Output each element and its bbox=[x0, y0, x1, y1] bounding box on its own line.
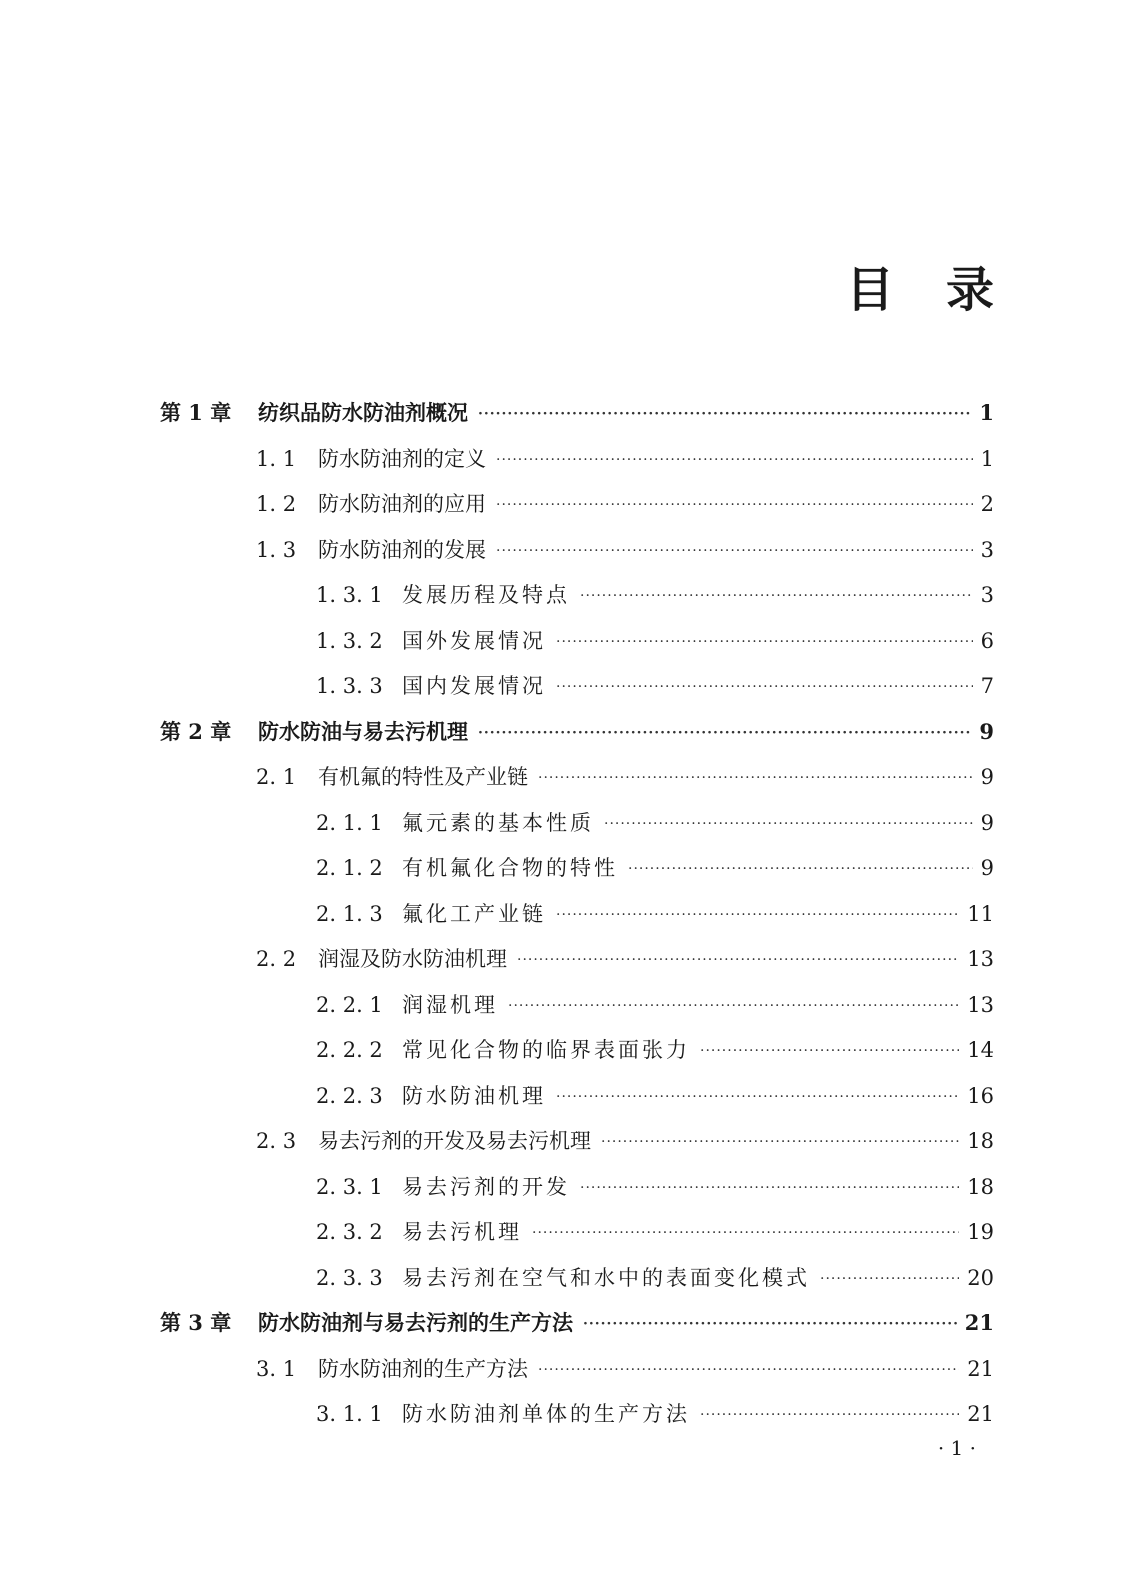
toc-entry[interactable] bbox=[160, 852, 994, 898]
title-char-1: 目 bbox=[845, 262, 894, 318]
toc-entry-title: 润湿及防水防油机理 bbox=[318, 947, 507, 971]
toc-entry-page: 1 bbox=[979, 400, 994, 425]
toc-entry-page: 21 bbox=[964, 1310, 994, 1335]
toc-dot-leader bbox=[508, 998, 959, 1014]
toc-dot-leader bbox=[556, 679, 973, 695]
toc-entry-page: 9 bbox=[979, 718, 994, 744]
toc-entry-title: 防水防油剂与易去污剂的生产方法 bbox=[258, 1310, 573, 1335]
toc-entry-title: 润湿机理 bbox=[402, 992, 498, 1017]
toc-entry[interactable] bbox=[160, 1171, 994, 1217]
toc-entry-title: 常见化合物的临界表面张力 bbox=[402, 1038, 690, 1062]
toc-entry-title: 有机氟的特性及产业链 bbox=[318, 765, 528, 789]
toc-entry-title: 防水防油剂的定义 bbox=[318, 446, 486, 471]
toc-entry-page: 18 bbox=[967, 1129, 994, 1153]
toc-entry-number: 第 1 章 bbox=[160, 400, 232, 425]
toc-entry-number: 1. 1 bbox=[256, 446, 297, 471]
toc-entry[interactable] bbox=[160, 1307, 994, 1353]
toc-entry-title: 发展历程及特点 bbox=[402, 583, 570, 607]
toc-entry-title: 氟元素的基本性质 bbox=[402, 810, 594, 835]
toc-entry-page: 3 bbox=[980, 537, 994, 562]
toc-entry-title: 防水防油剂的生产方法 bbox=[318, 1356, 528, 1381]
toc-entry-page: 1 bbox=[980, 446, 994, 471]
toc-entry-page: 21 bbox=[967, 1402, 994, 1426]
toc-dot-leader bbox=[601, 1134, 959, 1150]
toc-entry-page: 20 bbox=[967, 1265, 994, 1290]
toc-entry[interactable] bbox=[160, 716, 994, 762]
toc-entry[interactable] bbox=[160, 534, 994, 580]
toc-entry-number: 2. 3. 2 bbox=[316, 1220, 383, 1244]
toc-entry-number: 2. 1. 3 bbox=[316, 901, 383, 926]
toc-entry-page: 13 bbox=[967, 992, 994, 1017]
toc-dot-leader bbox=[478, 406, 971, 422]
toc-dot-leader bbox=[496, 452, 973, 468]
toc-entry-number: 1. 3. 3 bbox=[316, 674, 383, 698]
toc-entry-title: 防水防油剂单体的生产方法 bbox=[402, 1402, 690, 1426]
toc-dot-leader bbox=[496, 543, 973, 559]
toc-dot-leader bbox=[700, 1407, 959, 1423]
toc-entry-page: 7 bbox=[980, 674, 994, 698]
toc-entry[interactable] bbox=[160, 579, 994, 625]
toc-entry-page: 18 bbox=[967, 1174, 994, 1199]
toc-dot-leader bbox=[532, 1225, 959, 1241]
toc-entry-page: 13 bbox=[967, 947, 994, 971]
toc-entry[interactable] bbox=[160, 1034, 994, 1080]
toc-entry-number: 2. 1. 2 bbox=[316, 856, 383, 880]
toc-dot-leader bbox=[580, 1180, 959, 1196]
toc-entry-number: 2. 2. 1 bbox=[316, 992, 383, 1017]
toc-entry-page: 3 bbox=[980, 583, 994, 607]
table-of-contents bbox=[160, 397, 994, 1444]
toc-entry[interactable] bbox=[160, 397, 994, 443]
toc-entry-page: 9 bbox=[980, 856, 994, 880]
toc-dot-leader bbox=[583, 1316, 957, 1332]
toc-entry-title: 氟化工产业链 bbox=[402, 901, 546, 926]
toc-entry-number: 2. 3 bbox=[256, 1129, 297, 1153]
toc-entry[interactable] bbox=[160, 1125, 994, 1171]
toc-entry[interactable] bbox=[160, 1080, 994, 1126]
toc-entry[interactable] bbox=[160, 1398, 994, 1444]
toc-entry-number: 2. 1 bbox=[256, 765, 297, 789]
toc-entry-page: 9 bbox=[980, 765, 994, 789]
page-number: · 1 · bbox=[937, 1436, 976, 1460]
toc-entry-number: 3. 1 bbox=[256, 1356, 297, 1381]
toc-entry-title: 防水防油剂的发展 bbox=[318, 537, 486, 562]
toc-dot-leader bbox=[628, 861, 973, 877]
toc-dot-leader bbox=[556, 634, 973, 650]
toc-entry-title: 易去污机理 bbox=[402, 1220, 522, 1244]
toc-entry-number: 1. 3. 2 bbox=[316, 628, 383, 653]
toc-entry[interactable] bbox=[160, 625, 994, 671]
toc-entry[interactable] bbox=[160, 1216, 994, 1262]
toc-dot-leader bbox=[604, 816, 973, 832]
toc-entry-page: 11 bbox=[967, 901, 994, 926]
toc-dot-leader bbox=[700, 1043, 959, 1059]
toc-entry[interactable] bbox=[160, 1262, 994, 1308]
toc-entry-title: 防水防油与易去污机理 bbox=[258, 718, 468, 744]
toc-entry-number: 2. 3. 3 bbox=[316, 1265, 383, 1290]
toc-dot-leader bbox=[556, 907, 959, 923]
toc-entry-title: 有机氟化合物的特性 bbox=[402, 856, 618, 880]
toc-dot-leader bbox=[538, 1362, 959, 1378]
toc-entry-number: 2. 2. 3 bbox=[316, 1083, 383, 1108]
toc-entry-title: 防水防油机理 bbox=[402, 1083, 546, 1108]
toc-entry-number: 1. 3. 1 bbox=[316, 583, 383, 607]
toc-entry-number: 2. 1. 1 bbox=[316, 810, 383, 835]
toc-entry-title: 纺织品防水防油剂概况 bbox=[258, 400, 468, 425]
toc-entry-title: 国内发展情况 bbox=[402, 674, 546, 698]
toc-entry-title: 易去污剂的开发 bbox=[402, 1174, 570, 1199]
toc-entry-title: 防水防油剂的应用 bbox=[318, 492, 486, 516]
toc-dot-leader bbox=[580, 588, 973, 604]
toc-entry-title: 国外发展情况 bbox=[402, 628, 546, 653]
toc-entry-number: 3. 1. 1 bbox=[316, 1402, 383, 1426]
toc-dot-leader bbox=[517, 952, 959, 968]
toc-entry[interactable] bbox=[160, 1353, 994, 1399]
toc-dot-leader bbox=[538, 770, 973, 786]
toc-entry-number: 第 3 章 bbox=[160, 1310, 232, 1335]
toc-entry-page: 6 bbox=[980, 628, 994, 653]
toc-entry-number: 1. 2 bbox=[256, 492, 297, 516]
toc-dot-leader bbox=[556, 1089, 959, 1105]
toc-entry[interactable] bbox=[160, 898, 994, 944]
toc-entry-number: 第 2 章 bbox=[160, 718, 232, 744]
toc-entry-page: 19 bbox=[967, 1220, 994, 1244]
toc-entry-page: 2 bbox=[980, 492, 994, 516]
toc-entry[interactable] bbox=[160, 488, 994, 534]
toc-entry-number: 2. 3. 1 bbox=[316, 1174, 383, 1199]
toc-dot-leader bbox=[496, 497, 973, 513]
toc-entry-number: 2. 2 bbox=[256, 947, 297, 971]
toc-entry[interactable] bbox=[160, 943, 994, 989]
page-title bbox=[846, 258, 994, 322]
toc-dot-leader bbox=[478, 725, 971, 741]
toc-dot-leader bbox=[820, 1271, 959, 1287]
toc-entry-page: 16 bbox=[967, 1083, 994, 1108]
toc-entry-page: 9 bbox=[980, 810, 994, 835]
toc-entry[interactable] bbox=[160, 443, 994, 489]
toc-entry[interactable] bbox=[160, 670, 994, 716]
toc-entry[interactable] bbox=[160, 761, 994, 807]
toc-entry-title: 易去污剂在空气和水中的表面变化模式 bbox=[402, 1265, 810, 1290]
toc-entry-page: 21 bbox=[967, 1356, 994, 1381]
toc-entry-title: 易去污剂的开发及易去污机理 bbox=[318, 1129, 591, 1153]
toc-entry-number: 1. 3 bbox=[256, 537, 297, 562]
toc-entry[interactable] bbox=[160, 807, 994, 853]
title-char-2: 录 bbox=[945, 262, 994, 318]
toc-entry-page: 14 bbox=[967, 1038, 994, 1062]
toc-entry[interactable] bbox=[160, 989, 994, 1035]
toc-entry-number: 2. 2. 2 bbox=[316, 1038, 383, 1062]
